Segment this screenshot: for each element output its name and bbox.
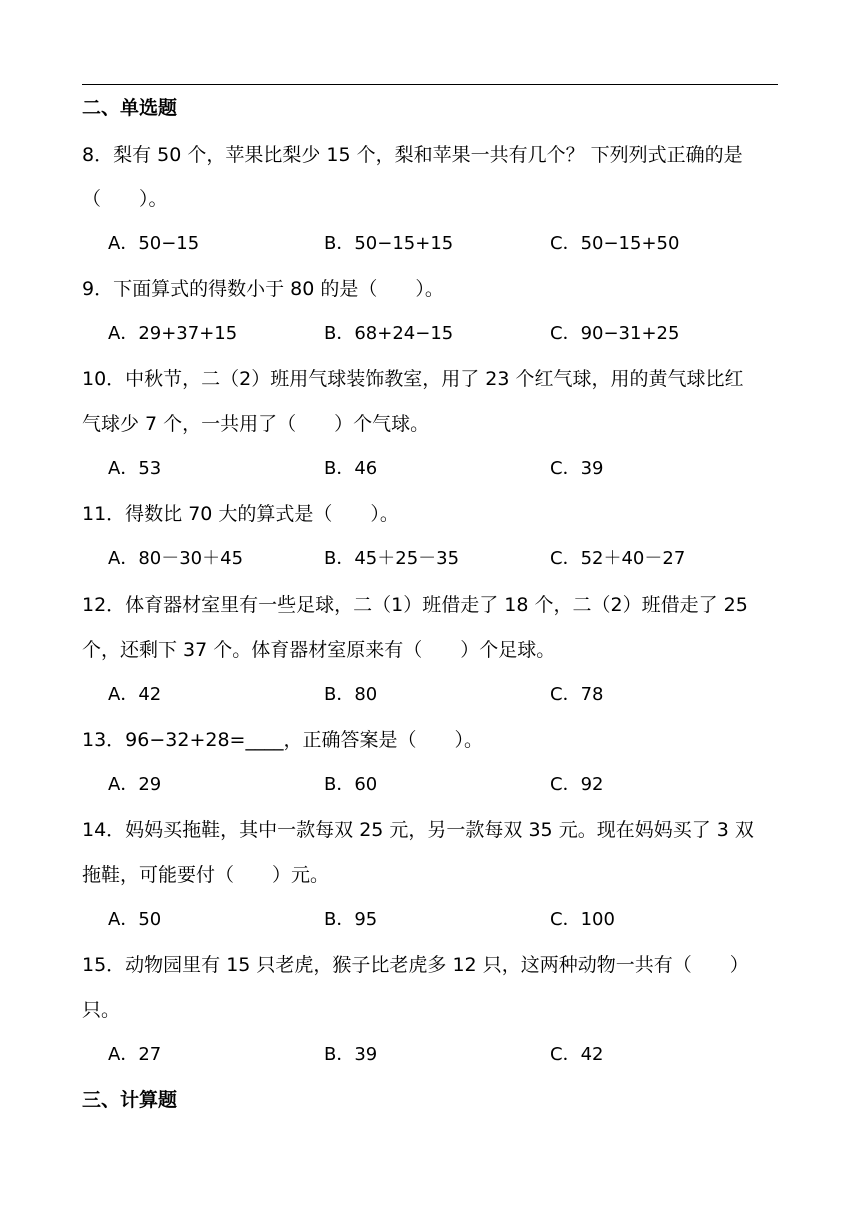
question-13-line-1: 13．96−32+28=____，正确答案是（ ）。 [82, 729, 483, 751]
question-12-option-c: C．78 [550, 684, 604, 705]
question-9-line-1: 9．下面算式的得数小于 80 的是（ ）。 [82, 278, 444, 300]
question-11-option-a: A．80－30＋45 [108, 548, 244, 569]
question-15-line-1: 15．动物园里有 15 只老虎，猴子比老虎多 12 只，这两种动物一共有（ ） [82, 954, 749, 976]
question-8-line-1: 8．梨有 50 个，苹果比梨少 15 个，梨和苹果一共有几个？ 下列列式正确的是 [82, 144, 743, 166]
question-14-line-2: 拖鞋，可能要付（ ）元。 [82, 864, 330, 886]
question-12-line-2: 个，还剩下 37 个。体育器材室原来有（ ）个足球。 [82, 639, 556, 661]
question-8-option-c: C．50−15+50 [550, 233, 680, 254]
question-10-line-1: 10．中秋节，二（2）班用气球装饰教室，用了 23 个红气球，用的黄气球比红 [82, 368, 744, 390]
question-11-option-c: C．52＋40－27 [550, 548, 686, 569]
question-9-option-a: A．29+37+15 [108, 323, 238, 344]
question-10-line-2: 气球少 7 个，一共用了（ ）个气球。 [82, 413, 430, 435]
question-13-option-b: B．60 [324, 774, 378, 795]
question-13-option-c: C．92 [550, 774, 604, 795]
question-15-option-b: B．39 [324, 1044, 378, 1065]
section-title-calculation: 三、计算题 [82, 1089, 178, 1111]
question-15-line-2: 只。 [82, 999, 121, 1021]
question-8-option-b: B．50−15+15 [324, 233, 454, 254]
question-10-option-a: A．53 [108, 458, 162, 479]
question-13-option-a: A．29 [108, 774, 162, 795]
section-title-single-choice: 二、单选题 [82, 97, 178, 119]
question-14-option-c: C．100 [550, 909, 615, 930]
question-9-option-b: B．68+24−15 [324, 323, 454, 344]
question-12-option-b: B．80 [324, 684, 378, 705]
top-rule [82, 84, 778, 85]
question-14-line-1: 14．妈妈买拖鞋，其中一款每双 25 元，另一款每双 35 元。现在妈妈买了 3 双 [82, 819, 754, 841]
question-8-option-a: A．50−15 [108, 233, 200, 254]
question-12-line-1: 12．体育器材室里有一些足球，二（1）班借走了 18 个，二（2）班借走了 25 [82, 594, 748, 616]
question-10-option-b: B．46 [324, 458, 378, 479]
question-9-option-c: C．90−31+25 [550, 323, 680, 344]
question-11-line-1: 11．得数比 70 大的算式是（ ）。 [82, 503, 399, 525]
question-12-option-a: A．42 [108, 684, 162, 705]
question-10-option-c: C．39 [550, 458, 604, 479]
question-14-option-b: B．95 [324, 909, 378, 930]
question-14-option-a: A．50 [108, 909, 162, 930]
question-11-option-b: B．45＋25－35 [324, 548, 460, 569]
question-15-option-a: A．27 [108, 1044, 162, 1065]
question-8-line-2: （ ）。 [82, 188, 168, 210]
question-15-option-c: C．42 [550, 1044, 604, 1065]
